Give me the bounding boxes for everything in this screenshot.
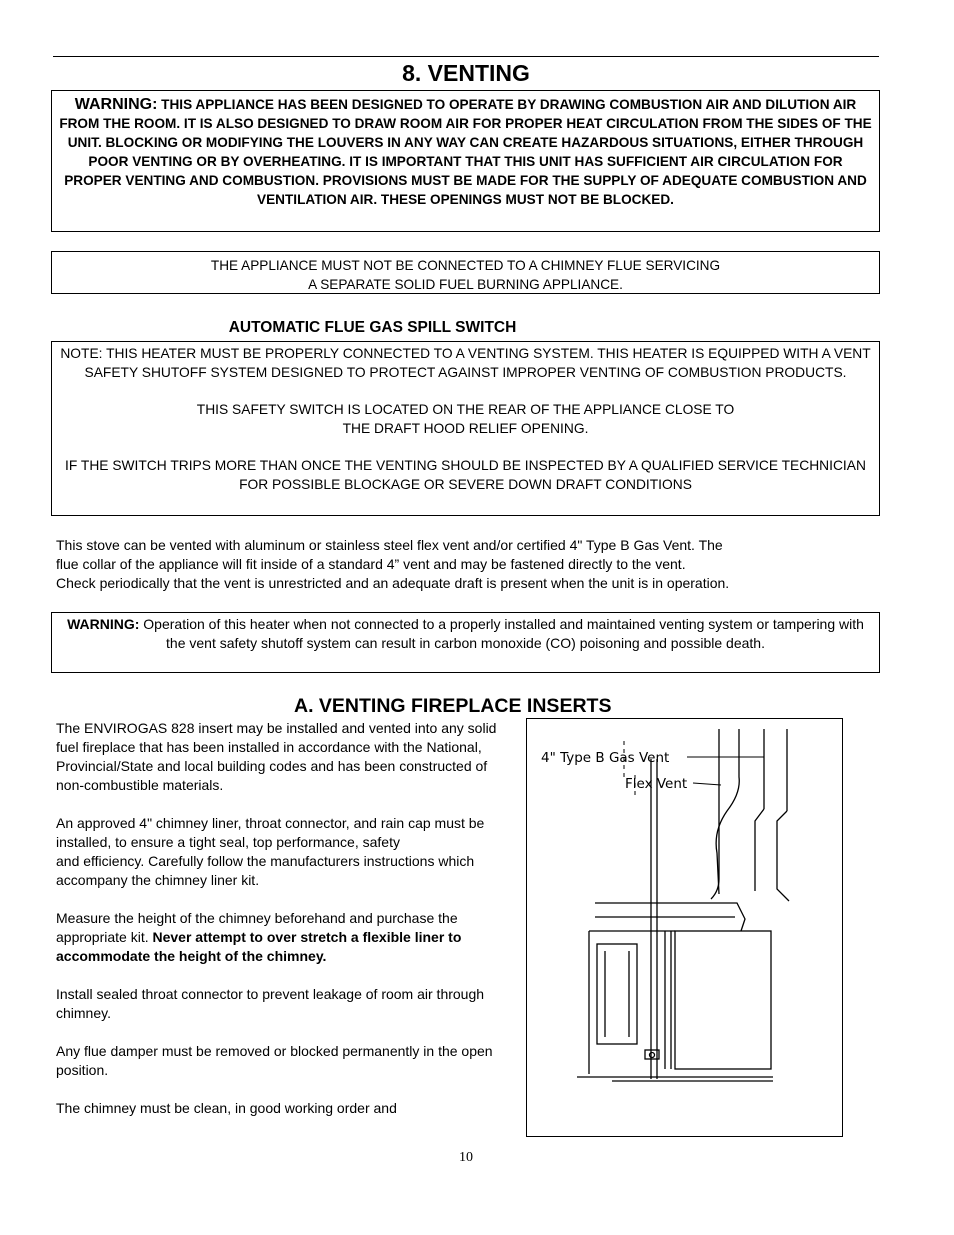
vent-paragraph	[56, 536, 886, 593]
vent-paragraph-line2: flue collar of the appliance will fit inside of a standard 4” vent and may be fastened directly to the vent.	[56, 556, 686, 572]
chimney-notice-line2: A SEPARATE SOLID FUEL BURNING APPLIANCE.	[308, 277, 623, 292]
warning-box-air-supply	[51, 90, 880, 232]
inserts-p5: Any flue damper must be removed or blocked permanently in the open position.	[56, 1043, 493, 1078]
spill-switch-box	[51, 341, 880, 516]
top-rule	[53, 56, 879, 57]
spill-switch-trip: IF THE SWITCH TRIPS MORE THAN ONCE THE VENTING SHOULD BE INSPECTED BY A QUALIFIED SERVICE TECHNICIAN FOR POSSIBLE BLOCKAGE OR SEVERE DOWN DRAFT CONDITIONS	[65, 458, 866, 492]
spill-switch-note: NOTE: THIS HEATER MUST BE PROPERLY CONNECTED TO A VENTING SYSTEM. THIS HEATER IS EQUIPPED WITH A VENT SAFETY SHUTOFF SYSTEM DESIGNED TO PROTECT AGAINST IMPROPER VENTING OF COMBUSTION PRODUCTS.	[60, 346, 871, 380]
inserts-p6: The chimney must be clean, in good working order and	[56, 1100, 397, 1116]
spill-switch-location-line2: THE DRAFT HOOD RELIEF OPENING.	[342, 421, 589, 436]
warning-text: THIS APPLIANCE HAS BEEN DESIGNED TO OPERATE BY DRAWING COMBUSTION AIR AND DILUTION AIR FROM THE ROOM. IT IS ALSO DESIGNED TO DRAW ROOM AIR FOR PROPER HEAT CIRCULATION FROM THE SIDES OF THE UNIT. BLOCKING OR MODIFYING THE LOUVERS IN ANY WAY CAN CREATE HAZARDOUS SITUATIONS, EITHER THROUGH POOR VENTING OR BY OVERHEATING. IT IS IMPORTANT THAT THIS UNIT HAS SUFFICIENT AIR CIRCULATION FOR PROPER VENTING AND COMBUSTION. PROVISIONS MUST BE MADE FOR THE SUPPLY OF ADEQUATE COMBUSTION AND VENTILATION AIR. THESE OPENINGS MUST NOT BE BLOCKED.	[59, 97, 872, 207]
inserts-p4: Install sealed throat connector to prevent leakage of room air through chimney.	[56, 986, 485, 1021]
inserts-p2a: An approved 4" chimney liner, throat connector, and rain cap must be installed, to ensure a tight seal, top performance, safety	[56, 815, 485, 850]
vent-paragraph-line1: This stove can be vented with aluminum or stainless steel flex vent and/or certified 4" Type B Gas Vent. The	[56, 537, 723, 553]
vent-paragraph-line3: Check periodically that the vent is unrestricted and an adequate draft is present when the unit is in operation.	[56, 575, 730, 591]
inserts-text	[56, 719, 518, 1118]
venting-diagram-drawing	[527, 719, 844, 1138]
spill-switch-location-line1: THIS SAFETY SWITCH IS LOCATED ON THE REAR OF THE APPLIANCE CLOSE TO	[196, 402, 735, 417]
venting-diagram	[526, 718, 843, 1137]
spill-switch-heading: AUTOMATIC FLUE GAS SPILL SWITCH	[228, 319, 517, 336]
warning-box-carbon-monoxide	[51, 612, 880, 673]
type-b-vent-label: 4" Type B Gas Vent	[541, 750, 670, 766]
inserts-p2b: and efficiency. Carefully follow the manufacturers instructions which accompany the chimney liner kit.	[56, 853, 475, 888]
inserts-p3-plain: Measure the height of the chimney beforehand and purchase the appropriate kit.	[56, 910, 458, 945]
inserts-heading: A. VENTING FIREPLACE INSERTS	[294, 695, 612, 717]
chimney-notice-line1: THE APPLIANCE MUST NOT BE CONNECTED TO A CHIMNEY FLUE SERVICING	[210, 258, 721, 273]
page-number: 10	[459, 1150, 473, 1165]
inserts-p1: The ENVIROGAS 828 insert may be installed and vented into any solid fuel fireplace that has been installed in accordance with the National, Provincial/State and local building codes and has been constructed of non-combustible materials.	[56, 720, 497, 793]
spill-switch-location	[58, 400, 873, 438]
warning2-text: Operation of this heater when not connected to a properly installed and maintained venting system or tampering with the vent safety shutoff system can result in carbon monoxide (CO) poisoning and possible death.	[139, 616, 864, 651]
inserts-p3-bold: Never attempt to over stretch a flexible liner to accommodate the height of the chimney.	[56, 929, 462, 964]
page-title: 8. VENTING	[402, 60, 530, 86]
warning-label: WARNING:	[74, 96, 158, 113]
flex-vent-label: Flex Vent	[625, 776, 688, 792]
inserts-p2	[56, 814, 518, 890]
inserts-p3	[56, 909, 518, 966]
chimney-flue-notice	[51, 251, 880, 294]
warning2-label: WARNING:	[67, 616, 140, 632]
